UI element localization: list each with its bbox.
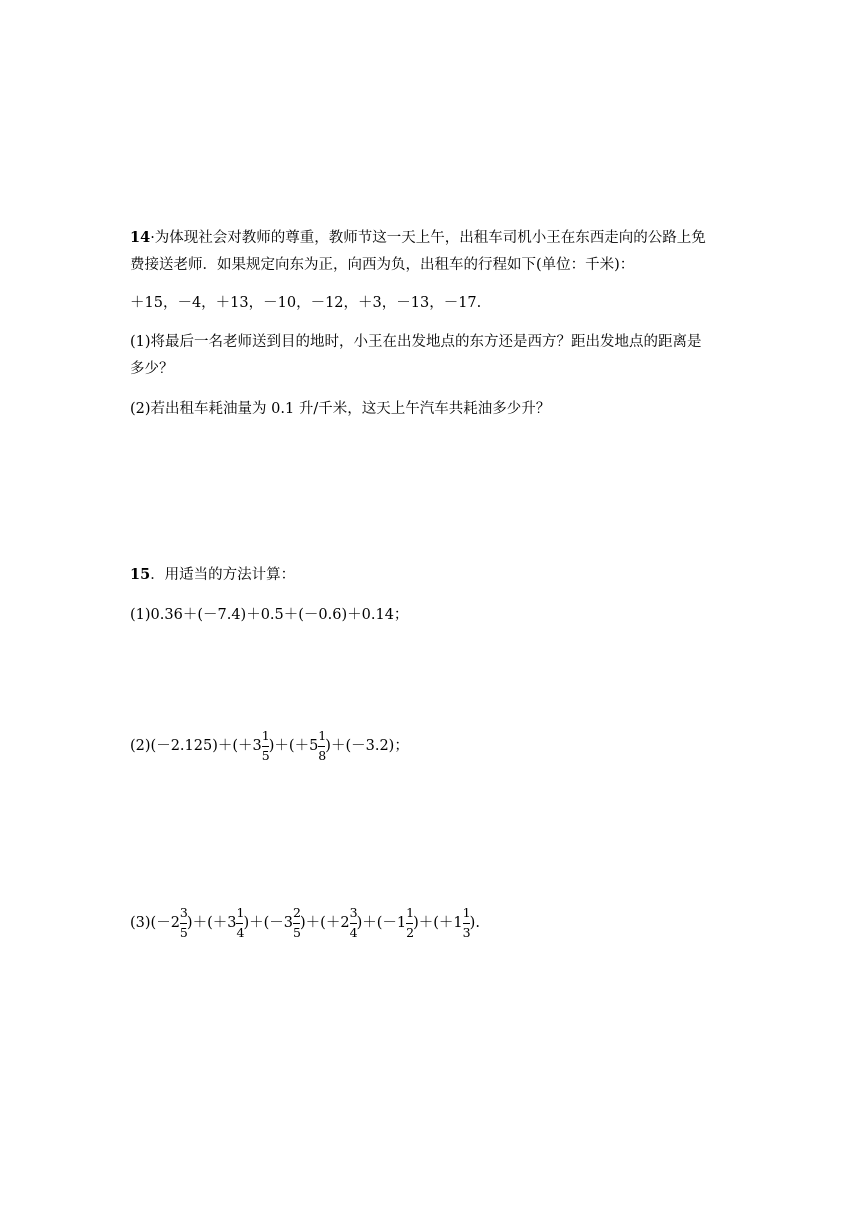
q15-number: 15 xyxy=(130,566,151,583)
numerator: 1 xyxy=(236,905,245,920)
q15-part-3 xyxy=(130,905,480,940)
q15-p3-seg-b: )＋(＋3 xyxy=(186,915,237,931)
fraction-1-2 xyxy=(406,905,415,940)
denominator: 8 xyxy=(318,748,327,763)
q15-p2-seg-b: )＋(＋5 xyxy=(268,738,319,754)
q15-p3-seg-g: ). xyxy=(469,915,480,931)
numerator: 1 xyxy=(261,728,270,743)
fraction-1-8 xyxy=(318,728,327,763)
q15-p2-seg-a: (2)(－2.125)＋(＋3 xyxy=(130,738,262,754)
q15-intro: ．用适当的方法计算： xyxy=(150,567,296,583)
fraction-2-5 xyxy=(293,905,301,940)
fraction-3-5 xyxy=(179,905,188,940)
q15-p3-seg-a: (3)(－2 xyxy=(130,915,180,931)
fraction-bar xyxy=(350,923,357,924)
fraction-bar xyxy=(262,746,269,747)
denominator: 4 xyxy=(349,925,358,940)
fraction-bar xyxy=(406,923,413,924)
denominator: 3 xyxy=(462,925,471,940)
numerator: 1 xyxy=(462,905,471,920)
fraction-bar xyxy=(293,923,300,924)
q15-p2-seg-c: )＋(－3.2)； xyxy=(325,738,409,754)
q14-number: 14 xyxy=(130,229,151,246)
q15-p3-seg-e: )＋(－1 xyxy=(356,915,407,931)
fraction-1-4 xyxy=(236,905,245,940)
fraction-bar xyxy=(180,923,187,924)
fraction-1-3 xyxy=(462,905,471,940)
denominator: 2 xyxy=(406,925,415,940)
fraction-3-4 xyxy=(349,905,358,940)
denominator: 5 xyxy=(179,925,188,940)
q14-sub1-line-1: (1)将最后一名老师送到目的地时，小王在出发地点的东方还是西方？距出发地点的距离是 xyxy=(130,334,702,350)
q14-sub2: (2)若出租车耗油量为 0.1 升/千米，这天上午汽车共耗油多少升？ xyxy=(130,401,551,417)
denominator: 5 xyxy=(293,925,301,940)
q14-line-2: 费接送老师．如果规定向东为正，向西为负，出租车的行程如下(单位：千米)： xyxy=(130,257,635,273)
denominator: 4 xyxy=(236,925,245,940)
numerator: 3 xyxy=(179,905,188,920)
q15-p3-seg-d: )＋(＋2 xyxy=(300,915,350,931)
numerator: 2 xyxy=(293,905,301,920)
q15-p3-seg-c: )＋(－3 xyxy=(243,915,294,931)
q15-intro-line xyxy=(130,565,295,585)
fraction-bar xyxy=(463,923,470,924)
q15-p3-seg-f: )＋(＋1 xyxy=(413,915,463,931)
q14-sub1-line-2: 多少？ xyxy=(130,361,174,377)
fraction-bar xyxy=(236,923,243,924)
q15-part-2 xyxy=(130,728,409,763)
q14-text-1: ·为体现社会对教师的尊重，教师节这一天上午，出租车司机小王在东西走向的公路上免 xyxy=(150,230,706,246)
numerator: 1 xyxy=(318,728,327,743)
numerator: 1 xyxy=(406,905,415,920)
fraction-1-5 xyxy=(261,728,270,763)
fraction-bar xyxy=(318,746,325,747)
denominator: 5 xyxy=(261,748,270,763)
q15-part-1: (1)0.36＋(－7.4)＋0.5＋(－0.6)＋0.14； xyxy=(130,607,409,623)
numerator: 3 xyxy=(349,905,358,920)
q14-data-line: ＋15，－4，＋13，－10，－12，＋3，－13，－17. xyxy=(130,295,482,311)
q14-line-1 xyxy=(130,228,706,248)
